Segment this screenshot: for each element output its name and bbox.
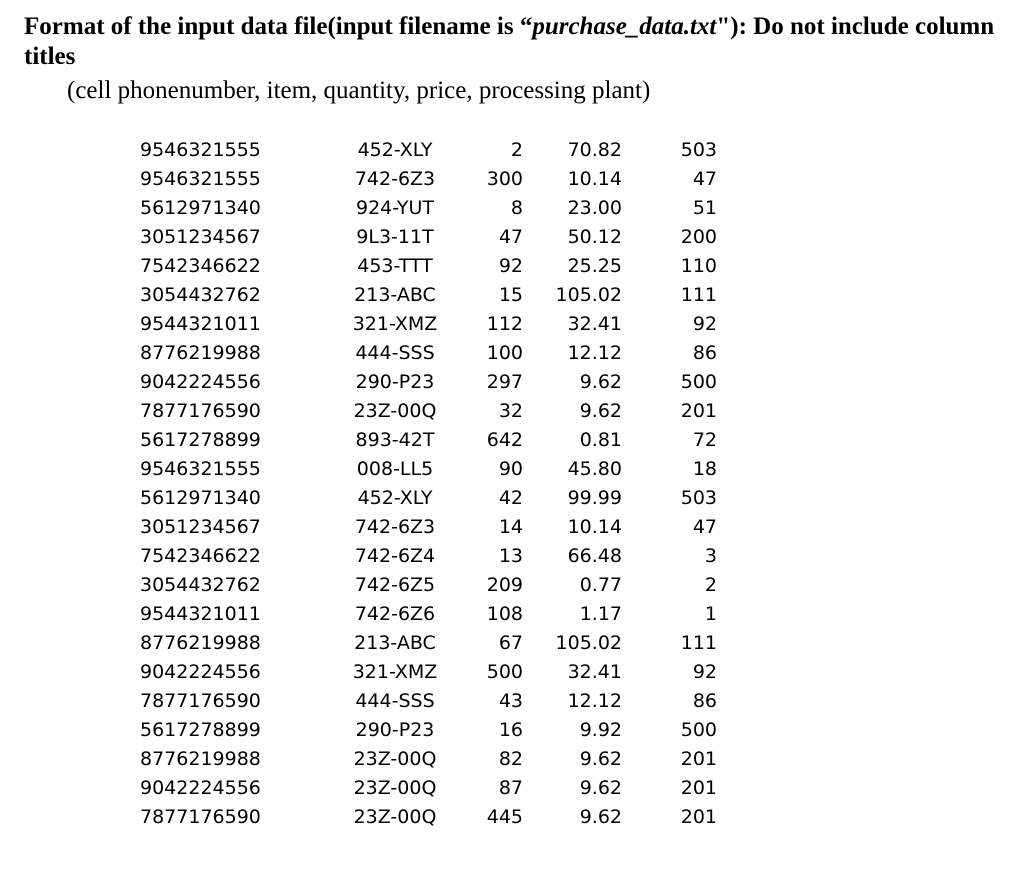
cell-phone-number-cell: 7877176590: [140, 806, 261, 828]
table-row: [140, 716, 717, 745]
cell-phone-number-cell: 5612971340: [140, 197, 261, 219]
table-row: [140, 339, 717, 368]
price-cell: 9.62: [579, 748, 622, 770]
price-cell: 105.02: [555, 284, 622, 306]
price-cell: 1.17: [579, 603, 622, 625]
table-row: [140, 426, 717, 455]
cell-phone-number-cell: 5617278899: [140, 719, 261, 741]
cell-phone-number-cell: 7877176590: [140, 690, 261, 712]
processing-plant-cell: 3: [704, 545, 717, 567]
price-cell: 105.02: [555, 632, 622, 654]
cell-phone-number-cell: 9042224556: [140, 777, 261, 799]
processing-plant-cell: 111: [680, 284, 717, 306]
item-code-cell: 290-P23: [355, 371, 435, 393]
price-cell: 0.77: [579, 574, 622, 596]
table-row: [140, 571, 717, 600]
processing-plant-cell: 201: [680, 777, 717, 799]
table-row: [140, 774, 717, 803]
item-code-cell: 742-6Z3: [354, 168, 436, 190]
cell-phone-number-cell: 9544321011: [140, 603, 261, 625]
quantity-cell: 15: [498, 284, 523, 306]
cell-phone-number-cell: 3051234567: [140, 226, 261, 248]
quantity-cell: 297: [486, 371, 523, 393]
price-cell: 9.92: [579, 719, 622, 741]
table-row: [140, 455, 717, 484]
item-code-cell: 742-6Z5: [354, 574, 436, 596]
processing-plant-cell: 2: [704, 574, 717, 596]
processing-plant-cell: 500: [680, 719, 717, 741]
purchase-data-table: [140, 136, 717, 832]
table-row: [140, 397, 717, 426]
item-code-cell: 444-SSS: [355, 690, 435, 712]
quantity-cell: 92: [498, 255, 523, 277]
quantity-cell: 16: [498, 719, 523, 741]
item-code-cell: 742-6Z4: [354, 545, 436, 567]
quantity-cell: 43: [498, 690, 523, 712]
item-code-cell: 213-ABC: [354, 632, 436, 654]
quantity-cell: 300: [486, 168, 523, 190]
table-row: [140, 484, 717, 513]
table-row: [140, 629, 717, 658]
cell-phone-number-cell: 5612971340: [140, 487, 261, 509]
processing-plant-cell: 201: [680, 748, 717, 770]
item-code-cell: 452-XLY: [357, 139, 433, 161]
item-code-cell: 9L3-11T: [356, 226, 434, 248]
quantity-cell: 209: [486, 574, 523, 596]
processing-plant-cell: 92: [692, 661, 717, 683]
processing-plant-cell: 47: [692, 516, 717, 538]
price-cell: 10.14: [567, 516, 622, 538]
item-code-cell: 008-LL5: [356, 458, 434, 480]
quantity-cell: 13: [498, 545, 523, 567]
processing-plant-cell: 111: [680, 632, 717, 654]
quantity-cell: 32: [498, 400, 523, 422]
table-row: [140, 658, 717, 687]
item-code-cell: 23Z-00Q: [353, 400, 437, 422]
price-cell: 12.12: [567, 342, 622, 364]
item-code-cell: 23Z-00Q: [353, 777, 437, 799]
cell-phone-number-cell: 9546321555: [140, 139, 261, 161]
heading-filename: purchase_data.txt: [532, 13, 717, 40]
quantity-cell: 47: [498, 226, 523, 248]
processing-plant-cell: 1: [704, 603, 717, 625]
quantity-cell: 42: [498, 487, 523, 509]
cell-phone-number-cell: 5617278899: [140, 429, 261, 451]
item-code-cell: 893-42T: [355, 429, 435, 451]
cell-phone-number-cell: 8776219988: [140, 748, 261, 770]
cell-phone-number-cell: 8776219988: [140, 632, 261, 654]
price-cell: 99.99: [567, 487, 622, 509]
table-row: [140, 252, 717, 281]
price-cell: 0.81: [579, 429, 622, 451]
price-cell: 23.00: [567, 197, 622, 219]
table-row: [140, 368, 717, 397]
quantity-cell: 500: [486, 661, 523, 683]
quantity-cell: 108: [486, 603, 523, 625]
processing-plant-cell: 51: [692, 197, 717, 219]
processing-plant-cell: 86: [692, 342, 717, 364]
quantity-cell: 642: [486, 429, 523, 451]
item-code-cell: 453-TTT: [357, 255, 433, 277]
processing-plant-cell: 200: [680, 226, 717, 248]
cell-phone-number-cell: 9544321011: [140, 313, 261, 335]
cell-phone-number-cell: 9546321555: [140, 168, 261, 190]
table-row: [140, 745, 717, 774]
processing-plant-cell: 201: [680, 400, 717, 422]
price-cell: 12.12: [567, 690, 622, 712]
item-code-cell: 452-XLY: [357, 487, 433, 509]
quantity-cell: 90: [498, 458, 523, 480]
cell-phone-number-cell: 3054432762: [140, 574, 261, 596]
price-cell: 9.62: [579, 806, 622, 828]
item-code-cell: 23Z-00Q: [353, 748, 437, 770]
cell-phone-number-cell: 7542346622: [140, 545, 261, 567]
heading-suffix: "): Do not include column titles: [24, 13, 995, 70]
table-row: [140, 513, 717, 542]
item-code-cell: 742-6Z6: [354, 603, 436, 625]
quantity-cell: 82: [498, 748, 523, 770]
quantity-cell: 112: [486, 313, 523, 335]
heading-prefix: Format of the input data file(input filename is “: [24, 13, 533, 40]
processing-plant-cell: 503: [680, 139, 717, 161]
processing-plant-cell: 18: [692, 458, 717, 480]
table-row: [140, 223, 717, 252]
cell-phone-number-cell: 9546321555: [140, 458, 261, 480]
quantity-cell: 67: [498, 632, 523, 654]
cell-phone-number-cell: 3054432762: [140, 284, 261, 306]
price-cell: 9.62: [579, 371, 622, 393]
processing-plant-cell: 47: [692, 168, 717, 190]
item-code-cell: 290-P23: [355, 719, 435, 741]
processing-plant-cell: 503: [680, 487, 717, 509]
item-code-cell: 924-YUT: [356, 197, 434, 219]
table-row: [140, 165, 717, 194]
table-row: [140, 687, 717, 716]
item-code-cell: 23Z-00Q: [353, 806, 437, 828]
column-format-description: (cell phonenumber, item, quantity, price, processing plant): [67, 77, 651, 104]
quantity-cell: 2: [510, 139, 523, 161]
table-row: [140, 803, 717, 832]
item-code-cell: 321-XMZ: [352, 661, 438, 683]
price-cell: 50.12: [567, 226, 622, 248]
price-cell: 25.25: [567, 255, 622, 277]
cell-phone-number-cell: 9042224556: [140, 661, 261, 683]
table-row: [140, 310, 717, 339]
cell-phone-number-cell: 7877176590: [140, 400, 261, 422]
quantity-cell: 14: [498, 516, 523, 538]
item-code-cell: 742-6Z3: [354, 516, 436, 538]
processing-plant-cell: 86: [692, 690, 717, 712]
price-cell: 9.62: [579, 400, 622, 422]
table-row: [140, 281, 717, 310]
processing-plant-cell: 500: [680, 371, 717, 393]
processing-plant-cell: 92: [692, 313, 717, 335]
table-row: [140, 542, 717, 571]
table-row: [140, 194, 717, 223]
cell-phone-number-cell: 7542346622: [140, 255, 261, 277]
document-heading: [24, 12, 999, 72]
item-code-cell: 321-XMZ: [352, 313, 438, 335]
processing-plant-cell: 201: [680, 806, 717, 828]
quantity-cell: 100: [486, 342, 523, 364]
price-cell: 70.82: [567, 139, 622, 161]
price-cell: 32.41: [567, 661, 622, 683]
item-code-cell: 213-ABC: [354, 284, 436, 306]
price-cell: 9.62: [579, 777, 622, 799]
table-row: [140, 600, 717, 629]
quantity-cell: 8: [510, 197, 523, 219]
cell-phone-number-cell: 3051234567: [140, 516, 261, 538]
purchase-data-table-body: [140, 136, 717, 832]
quantity-cell: 87: [498, 777, 523, 799]
quantity-cell: 445: [486, 806, 523, 828]
price-cell: 10.14: [567, 168, 622, 190]
cell-phone-number-cell: 9042224556: [140, 371, 261, 393]
table-row: [140, 136, 717, 165]
price-cell: 45.80: [567, 458, 622, 480]
cell-phone-number-cell: 8776219988: [140, 342, 261, 364]
processing-plant-cell: 72: [692, 429, 717, 451]
item-code-cell: 444-SSS: [355, 342, 435, 364]
processing-plant-cell: 110: [680, 255, 717, 277]
price-cell: 66.48: [567, 545, 622, 567]
price-cell: 32.41: [567, 313, 622, 335]
